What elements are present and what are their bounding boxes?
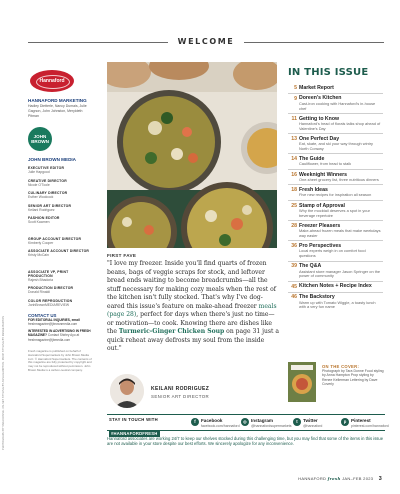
- social-handle: @hannaford: [303, 423, 323, 428]
- contact-ads-text: Contact Shirley Ayo at: [47, 333, 80, 338]
- toc-item[interactable]: [288, 94, 383, 114]
- toc-item[interactable]: [288, 282, 383, 293]
- staff-name: Kimberly Cooper: [28, 240, 54, 245]
- facebook-icon: [191, 418, 199, 426]
- social-name: Instagram: [251, 418, 273, 423]
- toc-item-title: Market Report: [299, 84, 334, 91]
- letter-text-1: "I love my freezer. Inside you'll find quarts of frozen beans, bags of veggie scraps for stock, and leftover bread ends waiting to become breadcrumbs—all the stuff necessary for making cozy meals when the rest of the kitchen isn't fully stocked. That's why I've dog-eared this issue's feature on make-ahead freezer: [107, 260, 276, 310]
- toc-item-title: One Perfect Day: [299, 135, 340, 142]
- contact-ads: [28, 329, 92, 342]
- signature-text: [151, 386, 209, 399]
- icon-glyph: ◎: [243, 419, 247, 425]
- letter-text-2: , perfect for days when there's just no time—or motivation—to cook. Knowing there are dishes like the: [107, 311, 275, 336]
- toc-page-number: 45: [291, 283, 297, 290]
- stay-in-touch-title: STAY IN TOUCH WITH: [109, 417, 158, 422]
- toc-item[interactable]: [288, 170, 383, 186]
- toc-item[interactable]: [288, 201, 383, 221]
- toc-item[interactable]: [288, 241, 383, 261]
- toc-page-number: 9: [294, 95, 297, 102]
- toc-item-title: Stamp of Approval: [299, 202, 345, 209]
- staff-role: EXECUTIVE EDITOR: [28, 166, 65, 170]
- toc-page-number: 11: [291, 115, 297, 122]
- staff-role: FASHION EDITOR: [28, 216, 60, 220]
- hashtag[interactable]: #HANNAFORDFRESH: [111, 431, 158, 436]
- signature-name: KEILANI RODRIGUEZ: [151, 386, 210, 392]
- contact-title: CONTACT US: [28, 313, 57, 318]
- toc-item-title: Getting to Know: [299, 115, 340, 122]
- toc-item-title: The Guide: [299, 156, 325, 162]
- staff-name: Rajesh Bhadoria: [28, 277, 54, 282]
- cover-credits: Photograph by Tara Donne Food styling by Anna Hampton Prop styling by Renee Kellerman Lettering by Dave Coverly: [322, 369, 384, 387]
- contact-editorial-label: FOR EDITORIAL INQUIRIES, email: [28, 318, 80, 322]
- social-name: Twitter: [303, 418, 318, 423]
- pinterest-icon: [341, 418, 349, 426]
- staff-name: Julie Hapgood: [28, 170, 50, 174]
- staff-role: CREATIVE DIRECTOR: [28, 178, 67, 183]
- toc-page-number: 39: [291, 263, 297, 270]
- staff-name: Nicole O'Toole: [28, 182, 50, 187]
- staff-role: SENIOR ART DIRECTOR: [28, 203, 72, 208]
- link-freezer-meals[interactable]: meals (page 28): [107, 302, 277, 319]
- icon-glyph: f: [194, 419, 196, 425]
- footer-brand: HANNAFORD: [298, 476, 327, 481]
- side-photo-credits: [2, 130, 10, 450]
- social-bar: [107, 414, 389, 436]
- toc-item[interactable]: [288, 221, 383, 241]
- staff-role: GROUP ACCOUNT DIRECTOR: [28, 236, 82, 241]
- header-rule-right: [244, 42, 384, 43]
- toc-item-description: Why the mocktail deserves a spot in your beverage repertoire: [299, 207, 370, 218]
- footer-issue: JAN–FEB 2023: [342, 476, 374, 481]
- toc-item-description: Cauliflower, from head to stalk: [299, 161, 352, 167]
- icon-glyph: t: [296, 419, 298, 425]
- social-handle: @hannafordsupermarkets: [251, 423, 292, 428]
- marketing-title: HANNAFORD MARKETING: [28, 98, 87, 103]
- toc-item[interactable]: [288, 114, 383, 134]
- signature-title: SENIOR ART DIRECTOR: [151, 394, 210, 399]
- staff-name: Esther Woolcock: [28, 195, 54, 199]
- link-turmeric-soup[interactable]: Turmeric-Ginger Chicken Soup: [118, 328, 225, 336]
- table-of-contents: [288, 83, 383, 312]
- marketing-names: Hadley Dietterle, Nancy Dumais, Julie Gagnon, John Johnston, Meryldeth Pitman: [28, 104, 87, 118]
- toc-page-number: 5: [294, 84, 297, 91]
- spacer: [28, 258, 92, 266]
- toc-item[interactable]: [288, 262, 383, 282]
- toc-page-number: 25: [291, 202, 297, 209]
- instagram-icon: [241, 418, 249, 426]
- toc-item-description: Hannaford's head of florals talks shop ahead of Valentine's Day: [299, 121, 381, 131]
- staff-name: Donald Rinaldi: [28, 290, 51, 294]
- hannaford-logo-text: Hannaford: [39, 78, 65, 84]
- toc-page-number: 14: [291, 156, 297, 163]
- toc-page-number: 36: [291, 243, 297, 250]
- toc-item[interactable]: [288, 293, 383, 312]
- page-number: 3: [378, 476, 382, 482]
- contact-editorial-email[interactable]: freshmagazine@jbrownmedia.com: [28, 322, 78, 327]
- social-handle: facebook.com/hannaford: [201, 423, 240, 428]
- twitter-icon: [293, 418, 301, 426]
- toc-item-description: Make-ahead frozen meals that make weekdays way easier: [299, 228, 381, 238]
- toc-item-description: Assistant store manager Jason Springer on the power of community: [299, 268, 381, 279]
- staff-name: Keilani Rodriguez: [28, 207, 55, 212]
- media-title: JOHN BROWN MEDIA: [28, 157, 76, 162]
- toc-item-title: The Q&A: [299, 263, 322, 270]
- avatar: [110, 374, 144, 408]
- staff-role: ASSOCIATE VP, PRINT PRODUCTION: [28, 269, 69, 278]
- contact-ads-label: INTERESTED IN ADVERTISING IN FRESH MAGAZINE?: [28, 328, 91, 338]
- toc-page-number: 13: [291, 136, 297, 142]
- cover-illustration: [288, 362, 316, 402]
- staff-name: JonhBrownMEDIAREVIEW: [28, 302, 70, 307]
- staff-role: CULINARY DIRECTOR: [28, 191, 68, 195]
- toc-item-description: Eat, skate, and ski your way through wintry North Conway: [299, 141, 373, 151]
- icon-glyph: p: [343, 419, 347, 425]
- hannaford-logo: [30, 70, 74, 92]
- footer-mag: fresh: [327, 476, 341, 481]
- toc-item-title: The Backstory: [299, 294, 335, 301]
- toc-item[interactable]: [288, 134, 383, 154]
- contact-editorial: [28, 318, 92, 327]
- staff-role: COLOR REPRODUCTION: [28, 298, 73, 303]
- publisher-smallprint: Fresh magazine is published on behalf of Hannaford Supermarkets by John Brown Media LLC. © Hannaford Supermarkets. The contents of this magazine are fully protected by copyright and may not be reproduced without permission. John Brown Media is a carbon-neutral company.: [28, 349, 92, 373]
- editor-letter: [107, 260, 279, 354]
- toc-item[interactable]: [288, 185, 383, 201]
- john-brown-logo: [28, 127, 52, 151]
- availability-note: Hannaford associates are working 24/7 to keep our shelves stocked during this challenging time, but you may find that some of the items in this issue are not available in your store despite our best efforts. We sincerely apologize for any inconvenience.: [107, 436, 384, 447]
- soup-photo-illustration: [107, 62, 277, 248]
- spacer: [28, 225, 92, 233]
- side-credits-text: PHOTOGRAPH BY TARA DONNE. ON-SET STYLING BY ANNA HAMPTON. PROP STYLING BY RENEE BARTON: [2, 315, 5, 450]
- social-name: Facebook: [201, 418, 223, 423]
- masthead-column: [28, 70, 92, 470]
- toc-title: IN THIS ISSUE: [288, 67, 369, 78]
- toc-item-title: Freezer Pleasers: [299, 222, 341, 229]
- cover-thumbnail: [288, 362, 316, 402]
- soup-photo: [107, 62, 277, 248]
- toc-item[interactable]: [288, 83, 383, 94]
- staff-role: PRODUCTION DIRECTOR: [28, 286, 74, 290]
- toc-item-description: Cast-iron cooking with Hannaford's in-house chef: [299, 100, 376, 111]
- page-title: WELCOME: [177, 37, 235, 46]
- staff-role: ASSOCIATE ACCOUNT DIRECTOR: [28, 249, 90, 253]
- toc-item-title: Pro Perspectives: [299, 242, 342, 249]
- toc-item-description: Local experts weigh in on comfort food questions: [299, 248, 366, 259]
- toc-item-description: Five new recipes for inspiration all season: [299, 192, 372, 198]
- cover-info: [322, 364, 384, 387]
- staff-name: Kristy McCain: [28, 253, 49, 257]
- page-footer: [290, 476, 382, 482]
- social-handle: pinterest.com/hannaford: [351, 423, 389, 428]
- cover-heading: ON THE COVER:: [322, 364, 360, 369]
- social-name: Pinterest: [351, 418, 371, 423]
- toc-item-title: Fresh Ideas: [299, 187, 328, 193]
- toc-page-number: 46: [291, 294, 297, 301]
- signature-block: [107, 374, 279, 408]
- staff-name: Scott Kaarnen: [28, 220, 50, 224]
- toc-item-description: Warm up with Tomato Wiggle, a toasty lunch with a very fun name: [299, 299, 376, 310]
- toc-item-title: Doreen's Kitchen: [299, 95, 342, 102]
- toc-item[interactable]: [288, 154, 383, 170]
- toc-item-title: Kitchen Notes + Recipe Index: [299, 283, 372, 290]
- avatar-illustration: [110, 374, 144, 408]
- toc-page-number: 28: [291, 222, 297, 229]
- contact-ads-email[interactable]: freshmagazine@jbmedia.com: [28, 337, 71, 342]
- page-header: [28, 36, 384, 50]
- toc-page-number: 18: [291, 187, 297, 194]
- letter-text-3: on page 31 just a quick reheat away defrosts my soul from the inside out.": [107, 328, 279, 353]
- toc-item-description: One-sheet grocery list, three nutritious dinners: [299, 176, 379, 182]
- toc-page-number: 16: [291, 171, 297, 178]
- john-brown-logo-text: JOHN BROWN: [31, 134, 49, 144]
- photo-credit: FIRST FAVE: [107, 253, 137, 258]
- toc-item-title: Weeknight Winners: [299, 171, 347, 178]
